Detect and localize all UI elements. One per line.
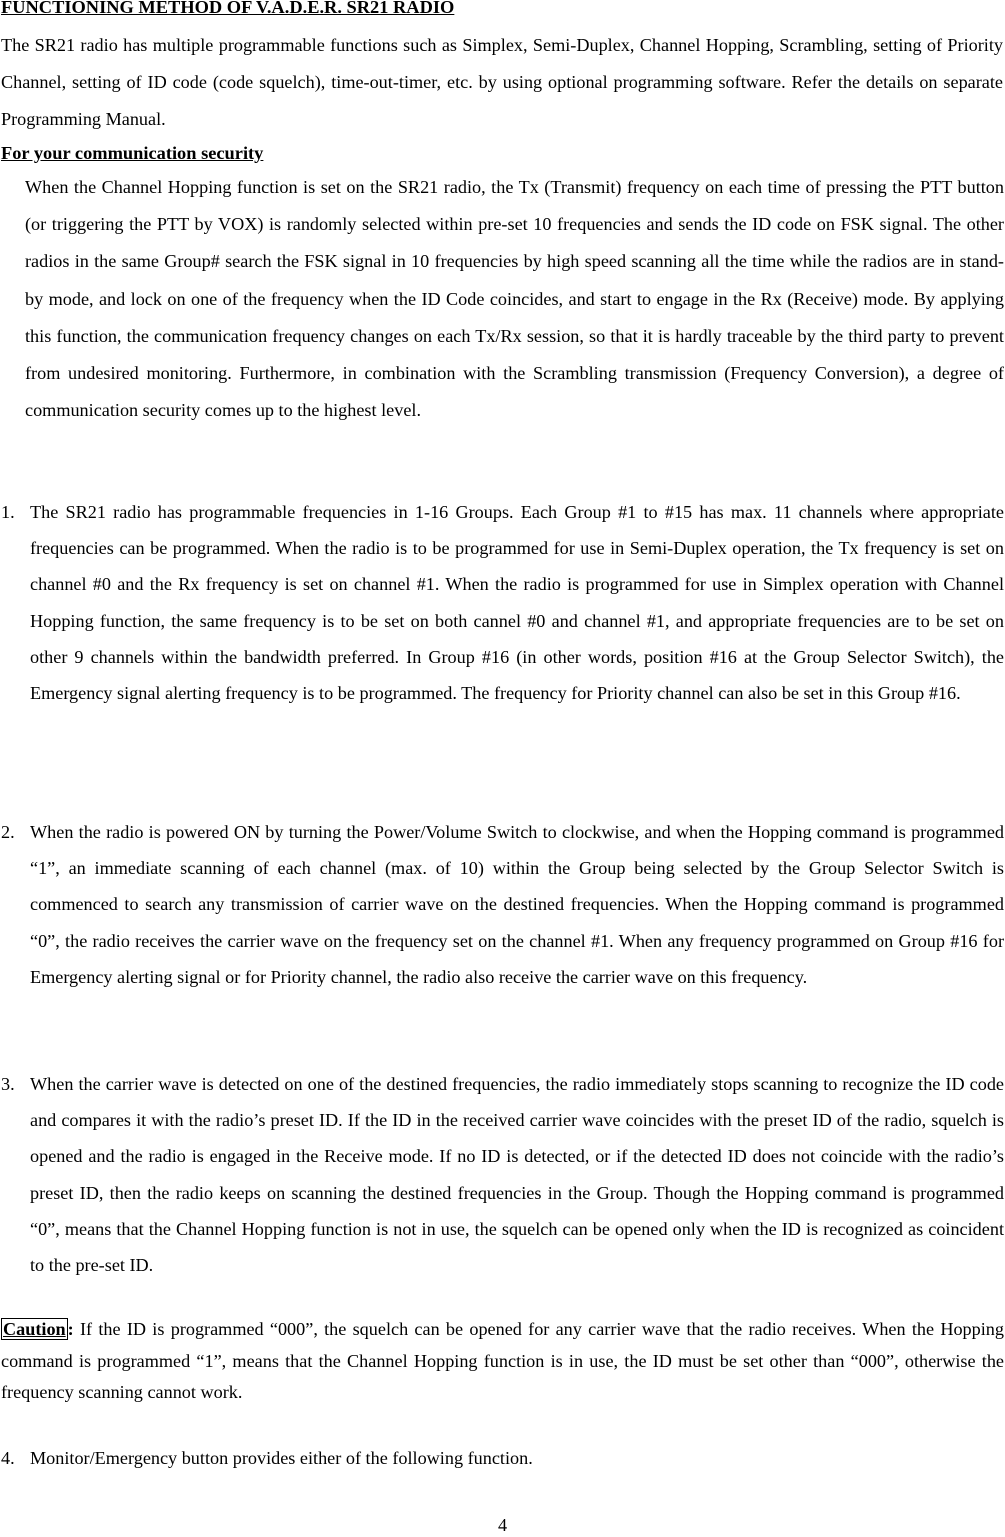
- list-item-1: [1, 494, 1004, 711]
- security-paragraph: When the Channel Hopping function is set on the SR21 radio, the Tx (Transmit) frequency on each time of pressing the PTT button (or triggering the PTT by VOX) is randomly selected within pre-set 10 frequencies and sends the ID code on FSK signal. The other radios in the same Group# search the FSK signal in 10 frequencies by high speed scanning all the time while the radios are in stand-by mode, and lock on one of the frequency when the ID Code coincides, and start to engage in the Rx (Receive) mode. By applying this function, the communication frequency changes on each Tx/Rx session, so that it is hardly traceable by the third party to prevent from undesired monitoring. Furthermore, in combination with the Scrambling transmission (Frequency Conversion), a degree of communication security comes up to the highest level.: [25, 177, 1004, 421]
- list-item-number: 1.: [1, 502, 15, 522]
- list-item-text: The SR21 radio has programmable frequencies in 1-16 Groups. Each Group #1 to #15 has max. 11 channels where appropriate frequencies can be programmed. When the radio is to be programmed for use in Semi-Duplex operation, the Tx frequency is set on channel #0 and the Rx frequency is set on channel #1. When the radio is programmed for use in Simplex operation with Channel Hopping function, the same frequency is to be set on both cannel #0 and channel #1, and appropriate frequencies are to be set on other 9 channels within the bandwidth preferred. In Group #16 (in other words, position #16 at the Group Selector Switch), the Emergency signal alerting frequency is to be programmed. The frequency for Priority channel can also be set in this Group #16.: [30, 502, 1004, 704]
- caution-colon: :: [67, 1319, 74, 1339]
- list-item-3: [1, 1066, 1004, 1283]
- caution-text: If the ID is programmed “000”, the squelch can be opened for any carrier wave that the radio receives. When the Hopping command is programmed “1”, means that the Channel Hopping function is in use, the ID must be set other than “000”, otherwise the frequency scanning cannot work.: [1, 1319, 1004, 1402]
- list-item-number: 2.: [1, 822, 15, 842]
- page-number: 4: [497, 1515, 508, 1535]
- list-item-text: When the carrier wave is detected on one of the destined frequencies, the radio immediately stops scanning to recognize the ID code and compares it with the radio’s preset ID. If the ID in the received carrier wave coincides with the preset ID of the radio, squelch is opened and the radio is engaged in the Receive mode. If no ID is detected, or if the detected ID does not coincide with the radio’s preset ID, then the radio keeps on scanning the destined frequencies in the Group. Though the Hopping command is programmed “0”, means that the Channel Hopping function is not in use, the squelch can be opened only when the ID is recognized as coincident to the pre-set ID.: [30, 1074, 1004, 1276]
- list-item-2: [1, 814, 1004, 995]
- document-title: FUNCTIONING METHOD OF V.A.D.E.R. SR21 RADIO: [1, 0, 455, 17]
- security-heading: For your communication security: [1, 143, 264, 163]
- list-item-number: 3.: [1, 1074, 15, 1094]
- intro-paragraph: The SR21 radio has multiple programmable functions such as Simplex, Semi-Duplex, Channel Hopping, Scrambling, setting of Priority Channel, setting of ID code (code squelch), time-out-timer, etc. by using optional programming software. Refer the details on separate Programming Manual.: [1, 35, 1003, 129]
- list-item-number: 4.: [1, 1448, 15, 1468]
- list-item-text: Monitor/Emergency button provides either of the following function.: [30, 1448, 533, 1468]
- list-item-4: [1, 1440, 1004, 1476]
- list-item-text: When the radio is powered ON by turning the Power/Volume Switch to clockwise, and when the Hopping command is programmed “1”, an immediate scanning of each channel (max. of 10) within the Group being selected by the Group Selector Switch is commenced to search any transmission of carrier wave on the destined frequencies. When the Hopping command is programmed “0”, the radio receives the carrier wave on the frequency set on the channel #1. When any frequency programmed on Group #16 for Emergency alerting signal or for Priority channel, the radio also receive the carrier wave on this frequency.: [30, 822, 1004, 987]
- caution-note: [1, 1314, 1004, 1409]
- caution-label: Caution: [3, 1319, 66, 1339]
